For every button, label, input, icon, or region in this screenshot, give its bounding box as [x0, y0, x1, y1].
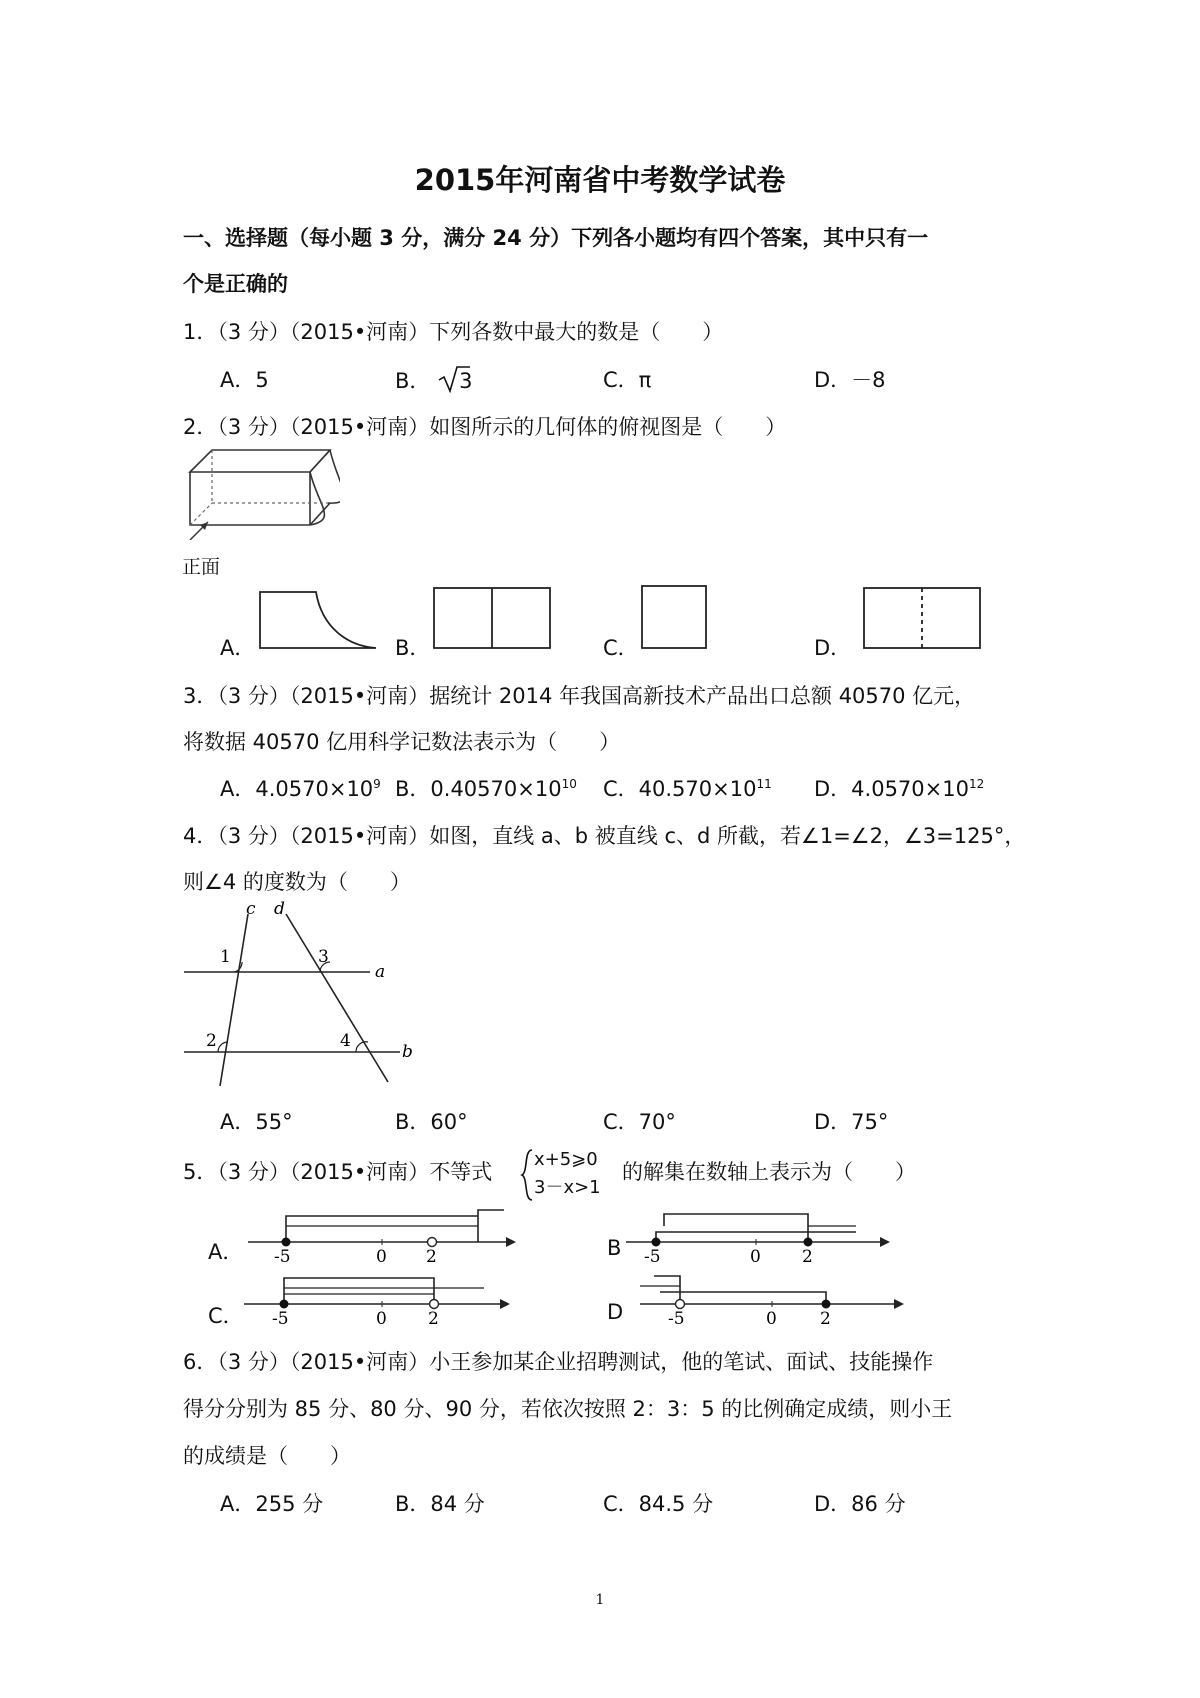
q2-option-a-figure: [258, 588, 380, 652]
q3-text-line2: 将数据 40570 亿用科学记数法表示为（ ）: [183, 730, 621, 754]
q2-option-d: D．: [814, 636, 852, 660]
q4-label-angle3: 3: [318, 947, 329, 967]
q5-b-tick-2: 2: [802, 1247, 813, 1264]
q6-text-line2: 得分分别为 85 分、80 分、90 分，若依次按照 2：3：5 的比例确定成绩，则小王: [183, 1397, 953, 1421]
q2-solid-figure: [180, 445, 340, 540]
brace-icon: [520, 1148, 534, 1202]
q3-option-b-base: B．0.40570×10: [395, 777, 562, 801]
q5-c-tick-0: 0: [376, 1309, 387, 1329]
q3-option-c-base: C．40.570×10: [603, 777, 757, 801]
q5-c-tick-2: 2: [428, 1309, 439, 1329]
q5-d-tick-0: 0: [766, 1309, 777, 1329]
q6-option-c: C．84.5 分: [603, 1492, 714, 1516]
q5-b-tick-0: 0: [750, 1247, 761, 1264]
q4-label-b: b: [402, 1042, 413, 1062]
q2-option-b-figure: [432, 586, 554, 652]
q3-option-b: [395, 773, 577, 803]
q6-text-line1: 6．（3 分）（2015•河南）小王参加某企业招聘测试，他的笔试、面试、技能操作: [183, 1350, 934, 1374]
section-heading-line1: 一、选择题（每小题 3 分，满分 24 分）下列各小题均有四个答案，其中只有一: [183, 226, 929, 250]
q3-option-a-exp: 9: [373, 777, 381, 791]
q1-option-b: [395, 364, 472, 395]
q4-text-line1: 4．（3 分）（2015•河南）如图，直线 a、b 被直线 c、d 所截，若∠1=∠2，∠3=125°，: [183, 824, 1026, 848]
q5-d-tick-2: 2: [820, 1309, 831, 1329]
q6-text-line3: 的成绩是（ ）: [183, 1444, 351, 1468]
q5-option-b-numberline: [626, 1206, 896, 1264]
q5-system-line2: 3－x>1: [534, 1177, 601, 1198]
q3-option-c: [603, 773, 772, 803]
q5-system-line1: x+5⩾0: [534, 1149, 598, 1170]
q4-label-angle2: 2: [206, 1031, 217, 1051]
q5-option-c-numberline: [244, 1272, 514, 1330]
q4-label-d: d: [274, 900, 285, 919]
q4-option-a: A．55°: [220, 1110, 293, 1134]
q1-option-d: D．－8: [814, 368, 886, 392]
q5-b-tick-neg5: -5: [644, 1247, 661, 1264]
q5-option-a-numberline: [248, 1206, 518, 1264]
q4-label-angle4: 4: [340, 1031, 351, 1051]
q2-option-d-figure: [862, 586, 984, 652]
q1-text: 1．（3 分）（2015•河南）下列各数中最大的数是（ ）: [183, 320, 724, 344]
q1-option-b-label: B．: [395, 369, 431, 393]
q3-option-c-exp: 11: [756, 777, 772, 791]
q5-d-tick-neg5: -5: [668, 1309, 685, 1329]
q6-option-a: A．255 分: [220, 1492, 324, 1516]
q1-option-b-radicand: 3: [459, 369, 473, 393]
page-number: 1: [595, 1592, 605, 1608]
q5-option-c: C．: [208, 1304, 244, 1328]
q2-option-b: B．: [395, 636, 431, 660]
q5-text-prefix: 5．（3 分）（2015•河南）不等式: [183, 1160, 493, 1184]
q3-option-b-exp: 10: [561, 777, 577, 791]
q2-option-a: A．: [220, 636, 256, 660]
q5-option-d: D: [607, 1300, 624, 1324]
q4-label-angle1: 1: [220, 947, 231, 967]
q3-text-line1: 3．（3 分）（2015•河南）据统计 2014 年我国高新技术产品出口总额 40570 亿元，: [183, 684, 976, 708]
section-heading-line2: 个是正确的: [183, 272, 288, 296]
q4-line-figure: [180, 900, 420, 1090]
q3-option-d: [814, 773, 984, 803]
q4-label-a: a: [375, 962, 386, 982]
q1-option-c: C．π: [603, 368, 652, 392]
q3-option-a-base: A．4.0570×10: [220, 777, 374, 801]
q4-option-c: C．70°: [603, 1110, 676, 1134]
q5-a-tick-2: 2: [426, 1247, 437, 1264]
q5-a-tick-neg5: -5: [274, 1247, 291, 1264]
q3-option-d-base: D．4.0570×10: [814, 777, 969, 801]
page-title: 2015年河南省中考数学试卷: [414, 163, 786, 197]
q2-option-c-figure: [640, 584, 708, 652]
q5-option-b: B: [607, 1236, 622, 1260]
q5-c-tick-neg5: -5: [272, 1309, 289, 1329]
q4-text-line2: 则∠4 的度数为（ ）: [183, 870, 411, 894]
q3-option-d-exp: 12: [968, 777, 985, 791]
q3-option-a: [220, 773, 381, 803]
q4-option-b: B．60°: [395, 1110, 468, 1134]
q2-front-label: 正面: [182, 556, 221, 578]
q4-label-c: c: [246, 900, 256, 919]
q5-option-a: A．: [208, 1240, 244, 1264]
q5-option-d-numberline: [640, 1272, 910, 1330]
q1-option-a: A．5: [220, 368, 269, 392]
q5-text-suffix: 的解集在数轴上表示为（ ）: [622, 1160, 916, 1184]
q2-option-c: C．: [603, 636, 639, 660]
q6-option-d: D．86 分: [814, 1492, 906, 1516]
q5-a-tick-0: 0: [376, 1247, 387, 1264]
q4-option-d: D．75°: [814, 1110, 889, 1134]
q6-option-b: B．84 分: [395, 1492, 485, 1516]
q2-text: 2．（3 分）（2015•河南）如图所示的几何体的俯视图是（ ）: [183, 415, 787, 439]
